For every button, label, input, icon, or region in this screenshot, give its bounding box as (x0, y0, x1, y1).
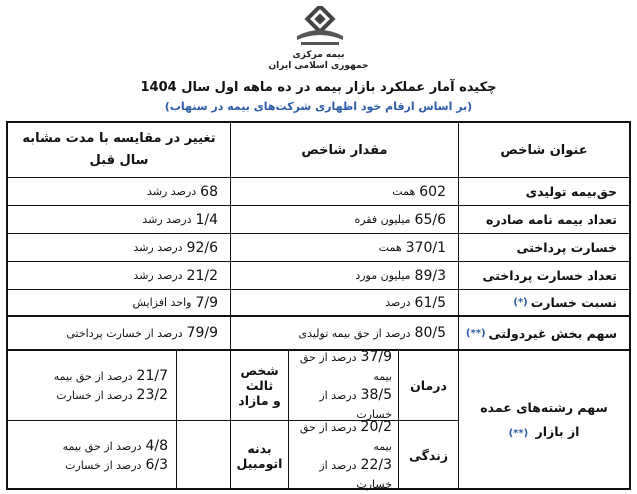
footnote-mark: (**) (508, 427, 529, 439)
private-share-change (8, 317, 230, 349)
row-label: حق‌بیمه تولیدی (525, 184, 617, 199)
value-number: 80/5 (414, 325, 446, 341)
premium-number: 37/9 (360, 348, 392, 365)
private-share-label-text: سهم بخش غیردولتی (488, 325, 617, 341)
value-unit: میلیون فقره (354, 213, 411, 226)
value-unit: میلیون مورد (355, 269, 411, 282)
header-change: تغییر در مقایسه با مدت مشابه سال قبل (22, 131, 216, 168)
row-value (231, 178, 458, 205)
change-number: 68 (200, 183, 218, 200)
row-change (8, 262, 230, 289)
row-value (231, 206, 458, 233)
value-number: 61/5 (414, 294, 446, 311)
claims-number: 23/2 (136, 386, 168, 403)
change-unit: درصد از خسارت پرداختی (66, 326, 183, 340)
change-number: 1/4 (195, 211, 218, 228)
header-value: مقدار شاخص (301, 142, 388, 158)
change-unit: درصد رشد (147, 185, 197, 198)
footnote-mark: (**) (465, 327, 486, 339)
row-change (8, 178, 230, 205)
stats-table (6, 121, 631, 490)
header-indicator: عنوان شاخص (500, 142, 588, 158)
page-subtitle: (بر اساس ارقام خود اظهاری شرکت‌های بیمه در سنهاب) (164, 100, 473, 113)
row-label-text: نسبت خسارت (530, 295, 617, 310)
change-unit: درصد رشد (133, 269, 183, 282)
line-name-car-body-2: اتومبیل (236, 455, 283, 471)
row-change (8, 234, 230, 261)
premium-share (289, 418, 392, 456)
premium-unit: درصد از حق بیمه (62, 439, 142, 453)
row-value (231, 234, 458, 261)
value-number: 89/3 (414, 267, 446, 284)
row-value (231, 290, 458, 315)
claims-unit: درصد از خسارت (319, 388, 392, 421)
row-value (231, 262, 458, 289)
row-label (459, 290, 629, 315)
value-unit: همت (378, 241, 402, 254)
line-name-third-party-2: و مازاد (238, 393, 281, 408)
premium-share (63, 437, 168, 456)
change-number: 21/2 (186, 267, 218, 284)
change-unit: درصد رشد (142, 213, 192, 226)
premium-unit: درصد از حق بیمه (299, 350, 392, 383)
line-name-life: زندگی (408, 448, 449, 463)
central-insurance-logo-icon (291, 6, 349, 50)
private-share-label (459, 317, 629, 349)
change-number: 79/9 (186, 325, 218, 341)
major-lines-label-line2-wrap (509, 420, 580, 446)
value-number: 370/1 (405, 239, 446, 256)
claims-number: 22/3 (360, 456, 392, 473)
claims-unit: درصد از خسارت (319, 458, 392, 491)
claims-unit: درصد از خسارت (65, 458, 142, 472)
row-change (8, 290, 230, 315)
claims-share (65, 456, 168, 475)
line-car-body-values (8, 421, 176, 490)
claims-share (289, 456, 392, 494)
org-name-line2: جمهوری اسلامی ایران (268, 61, 369, 71)
claims-number: 38/5 (360, 386, 392, 403)
footnote-mark: (*) (513, 297, 528, 308)
row-label: تعداد بیمه نامه صادره (486, 212, 617, 227)
premium-share (54, 367, 168, 386)
change-unit: درصد رشد (133, 241, 183, 254)
change-unit: واحد افزایش (132, 296, 192, 309)
change-number: 92/6 (186, 239, 218, 256)
row-change (8, 206, 230, 233)
line-name-car-body-1: بدنه (247, 440, 272, 456)
major-lines-label-line1: سهم رشته‌های عمده (480, 399, 608, 415)
premium-number: 4/8 (145, 437, 168, 454)
org-name-line1: بیمه مرکزی (292, 50, 345, 60)
line-name-car-body (231, 421, 288, 490)
col-divider (176, 351, 177, 490)
claims-unit: درصد از خسارت (56, 388, 133, 402)
value-unit: همت (392, 185, 416, 198)
value-unit: درصد از حق بیمه تولیدی (298, 326, 411, 340)
row-label: خسارت پرداختی (516, 240, 617, 255)
row-label: تعداد خسارت پرداختی (482, 268, 617, 283)
value-number: 602 (419, 183, 446, 200)
private-share-value (231, 317, 458, 349)
value-number: 65/6 (414, 211, 446, 228)
line-name-health: درمان (410, 378, 447, 393)
premium-unit: درصد از حق بیمه (299, 420, 392, 453)
claims-share (56, 386, 168, 405)
claims-number: 6/3 (145, 456, 168, 473)
line-health-values (289, 348, 398, 421)
line-third-party-values (8, 351, 176, 420)
value-unit: درصد (385, 296, 411, 309)
premium-number: 21/7 (136, 367, 168, 384)
page-title: چکیده آمار عملکرد بازار بیمه در ده ماهه اول سال 1404 (140, 80, 497, 95)
change-number: 7/9 (195, 294, 218, 311)
major-lines-label-line2: از بازار (535, 423, 580, 439)
premium-unit: درصد از حق بیمه (53, 369, 133, 383)
major-lines-label (459, 351, 629, 490)
line-life-values (289, 418, 398, 491)
line-name-third-party (231, 351, 288, 420)
premium-number: 20/2 (360, 418, 392, 435)
premium-share (289, 348, 392, 386)
line-name-third-party-1: شخص ثالث (240, 363, 279, 393)
report-header (0, 0, 637, 122)
